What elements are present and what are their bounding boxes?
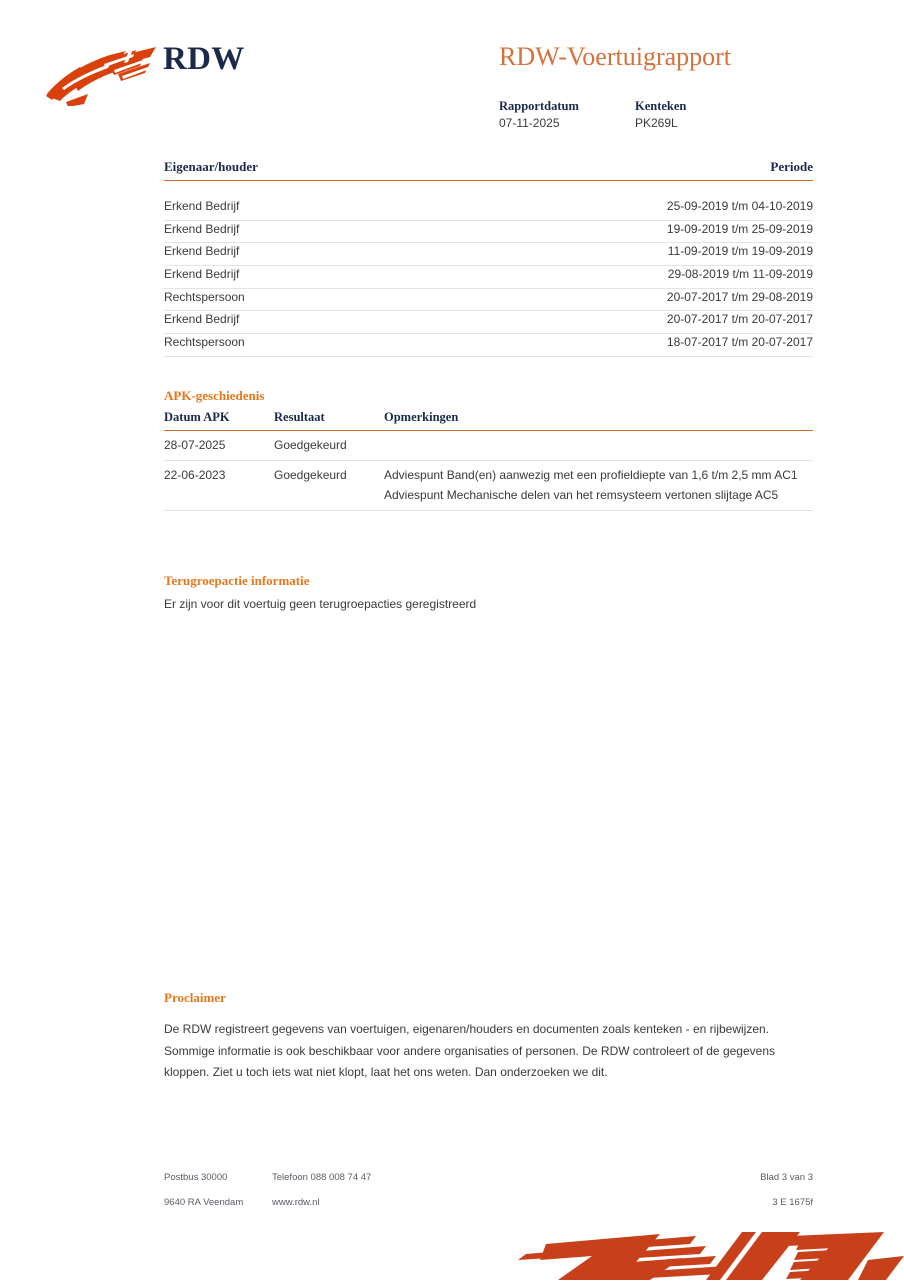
apk-date: 28-07-2025 (164, 431, 274, 461)
page-title: RDW-Voertuigrapport (499, 42, 732, 71)
table-row (164, 198, 813, 221)
owner-name: Rechtspersoon (164, 289, 245, 304)
recall-section-title: Terugroepactie informatie (164, 573, 310, 588)
apk-remark-line: Adviespunt Mechanische delen van het remsysteem vertonen slijtage AC5 (384, 488, 779, 502)
apk-section-title: APK-geschiedenis (164, 388, 265, 403)
table-row (164, 460, 813, 510)
apk-col-result: Resultaat (274, 410, 384, 431)
plate-block (635, 98, 686, 133)
table-row (164, 289, 813, 312)
apk-remarks (384, 460, 813, 510)
report-date-value: 07-11-2025 (499, 116, 560, 130)
owner-name: Erkend Bedrijf (164, 199, 240, 213)
rdw-speed-stripes-icon (500, 1232, 904, 1280)
apk-history-table (164, 410, 813, 511)
table-row (164, 311, 813, 334)
owner-name: Erkend Bedrijf (164, 244, 240, 259)
table-row (164, 334, 813, 357)
apk-col-remarks: Opmerkingen (384, 410, 813, 431)
owner-column-label: Eigenaar/houder (164, 159, 258, 174)
owner-period: 19-09-2019 t/m 25-09-2019 (666, 221, 813, 236)
owner-period: 11-09-2019 t/m 19-09-2019 (667, 244, 813, 259)
apk-result: Goedgekeurd (274, 460, 384, 510)
page-footer (164, 1172, 813, 1222)
plate-value: PK269L (635, 116, 678, 130)
table-row (164, 243, 813, 266)
owner-period: 20-07-2017 t/m 29-08-2019 (666, 289, 813, 304)
recall-section (164, 573, 813, 613)
owner-period: 18-07-2017 t/m 20-07-2017 (666, 335, 813, 350)
table-row (164, 266, 813, 289)
owner-period: 25-09-2019 t/m 04-10-2019 (666, 199, 813, 213)
footer-page-number: Blad 3 van 3 (760, 1172, 813, 1183)
report-date-block (499, 98, 635, 133)
rdw-wordmark: RDW (163, 41, 245, 77)
owner-name: Erkend Bedrijf (164, 267, 240, 282)
disclaimer-section (164, 990, 813, 1084)
footer-address-line2: 9640 RA Veendam (164, 1197, 244, 1208)
apk-remarks (384, 431, 813, 461)
table-row (164, 431, 813, 461)
footer-address-line1: Postbus 30000 (164, 1172, 228, 1183)
table-row (164, 221, 813, 244)
footer-website[interactable]: www.rdw.nl (272, 1197, 320, 1208)
owner-name: Rechtspersoon (164, 335, 245, 350)
owner-name: Erkend Bedrijf (164, 221, 240, 236)
apk-history-section (164, 388, 813, 511)
period-column-label: Periode (770, 159, 813, 174)
recall-section-text: Er zijn voor dit voertuig geen terugroepacties geregistreerd (164, 597, 477, 611)
apk-table-header-row (164, 410, 813, 431)
rdw-feather-logo-icon (44, 44, 164, 106)
footer-phone: Telefoon 088 008 74 47 (272, 1172, 372, 1183)
footer-row-2 (164, 1197, 813, 1222)
owner-table-body (164, 198, 813, 357)
report-date-label: Rapportdatum (499, 99, 579, 113)
owner-period: 20-07-2017 t/m 20-07-2017 (666, 312, 813, 327)
footer-row-1 (164, 1172, 813, 1197)
disclaimer-section-text: De RDW registreert gegevens van voertuigen, eigenaren/houders en documenten zoals kenteken - en rijbewijzen. Sommige informatie is ook beschikbaar voor andere organisaties of personen. De RDW controleert of de gegevens kloppen. Ziet u toch iets wat niet klopt, laat het ons weten. Dan onderzoeken we dit. (164, 1022, 775, 1079)
apk-date: 22-06-2023 (164, 460, 274, 510)
apk-table-body (164, 431, 813, 511)
owner-section (164, 159, 813, 357)
disclaimer-section-title: Proclaimer (164, 990, 226, 1005)
report-meta (499, 98, 819, 133)
owner-table-header (164, 159, 813, 181)
apk-result: Goedgekeurd (274, 431, 384, 461)
footer-form-code: 3 E 1675f (772, 1197, 813, 1208)
apk-remark-line: Adviespunt Band(en) aanwezig met een profieldiepte van 1,6 t/m 2,5 mm AC1 (384, 467, 798, 482)
apk-col-date: Datum APK (164, 410, 274, 431)
owner-name: Erkend Bedrijf (164, 312, 240, 327)
owner-period: 29-08-2019 t/m 11-09-2019 (667, 267, 813, 282)
plate-label: Kenteken (635, 99, 687, 113)
